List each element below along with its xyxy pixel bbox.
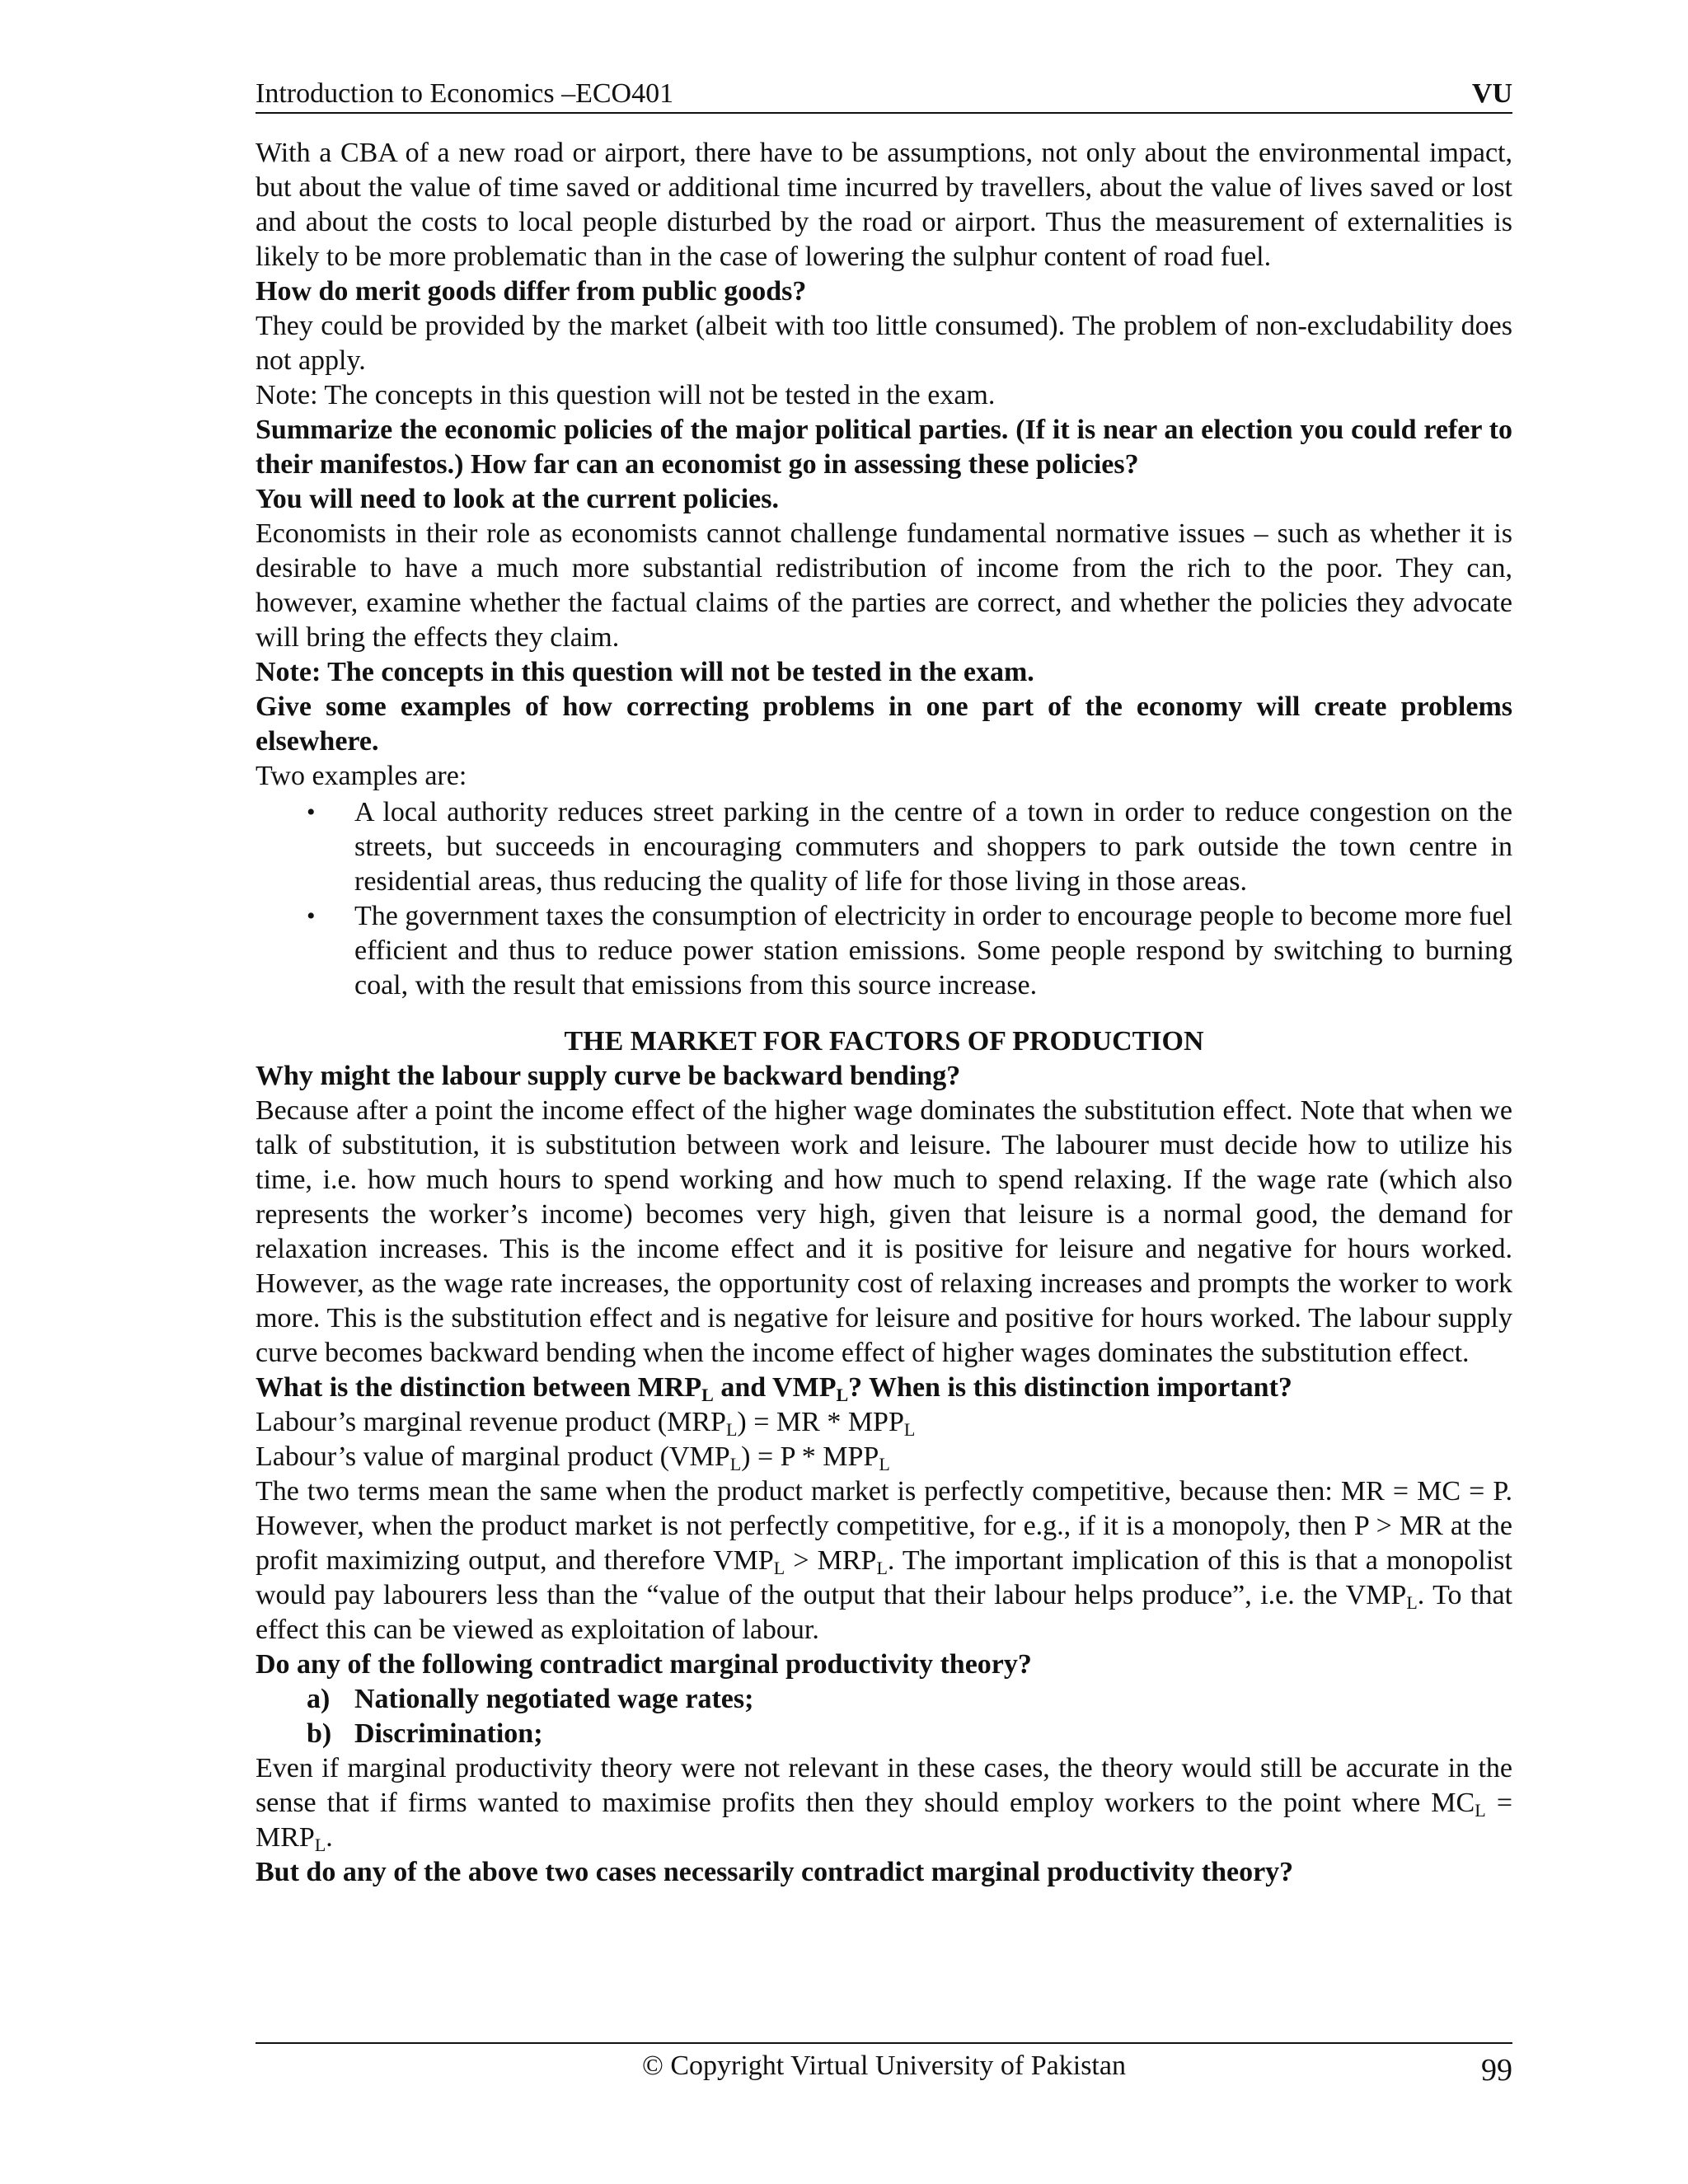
subscript: L (879, 1454, 890, 1474)
section-heading: THE MARKET FOR FACTORS OF PRODUCTION (564, 1026, 1204, 1057)
hint-current-policies: You will need to look at the current policies. (256, 484, 779, 514)
text-run: Labour’s value of marginal product (VMP (256, 1441, 730, 1472)
copyright-notice: © Copyright Virtual University of Pakistan (642, 2050, 1126, 2081)
list-item-text: The government taxes the consumption of electricity in order to encourage people to become more fuel efficient and thus to reduce power station emissions. Some people respond by switching to burning coal, with the result that emissions from this source increase. (354, 901, 1512, 1001)
subscript: L (773, 1558, 785, 1578)
subscript: L (314, 1835, 326, 1855)
list-item-text: Nationally negotiated wage rates; (354, 1684, 754, 1714)
page-header (256, 79, 1512, 114)
subscript: L (1475, 1800, 1486, 1821)
equation-mrp (256, 1405, 1512, 1440)
subscript: L (725, 1419, 738, 1440)
subscript: L (701, 1385, 714, 1405)
page-footer (256, 2042, 1512, 2093)
question-labour-supply: Why might the labour supply curve be backward bending? (256, 1061, 961, 1091)
subscript: L (836, 1385, 849, 1405)
course-title: Introduction to Economics –ECO401 (256, 78, 674, 109)
text-run: . To that effect this can be viewed as exploitation of labour. (256, 1580, 1513, 1645)
subscript: L (876, 1558, 888, 1578)
subscript: L (903, 1419, 916, 1440)
university-logo-text: VU (1471, 78, 1512, 109)
answer-marginal-productivity (256, 1751, 1512, 1855)
list-item (256, 1682, 1512, 1717)
paragraph-cba: With a CBA of a new road or airport, there have to be assumptions, not only about the environmental impact, but about the value of time saved or additional time incurred by travellers, about the value of lives saved or lost and about the costs to local people disturbed by the road or airport. Thus the measurement of externalities is likely to be more problematic than in the case of lowering the sulphur content of road fuel. (256, 138, 1512, 272)
bullet-icon: • (307, 902, 316, 930)
list-item (256, 795, 1512, 899)
answer-labour-supply: Because after a point the income effect of the higher wage dominates the substitution effect. Note that when we talk of substitution, it is substitution between work and leisure. The labourer must decide how to utilize his time, i.e. how much hours to spend working and how much to spend relaxing. If the wage rate (which also represents the worker’s income) becomes very high, given that leisure is a normal good, the demand for relaxation increases. This is the income effect and it is positive for leisure and negative for hours worked. However, as the wage rate increases, the opportunity cost of relaxing increases and prompts the worker to work more. This is the substitution effect and is negative for leisure and positive for hours worked. The labour supply curve becomes backward bending when the income effect of higher wages dominates the substitution effect. (256, 1095, 1512, 1368)
intro-examples: Two examples are: (256, 761, 467, 791)
subscript: L (729, 1454, 742, 1474)
question-mrp-vmp (256, 1371, 1512, 1405)
text-run: ? When is this distinction important? (848, 1372, 1292, 1403)
text-run: The two terms mean the same when the product market is perfectly competitive, because then: MR = MC = P. However, when the product market is not perfectly competitive, for e.g., if it is a monopoly, then P > MR at the profit maximizing output, and therefore VMP (256, 1476, 1512, 1576)
cases-list (256, 1682, 1512, 1751)
answer-mrp-vmp (256, 1474, 1512, 1647)
question-marginal-productivity: Do any of the following contradict marginal productivity theory? (256, 1649, 1032, 1680)
text-run: = MRP (256, 1788, 1513, 1853)
question-correcting-problems: Give some examples of how correcting problems in one part of the economy will create problems elsewhere. (256, 691, 1512, 757)
text-run: What is the distinction between MRP (256, 1372, 702, 1403)
section-spacer (256, 1003, 1512, 1024)
list-item (256, 1717, 1512, 1751)
list-marker: b) (307, 1718, 332, 1749)
bullet-icon: • (307, 799, 316, 826)
text-run: . (326, 1822, 333, 1853)
text-run: ) = P * MPP (741, 1441, 879, 1472)
page-content (256, 136, 1512, 1890)
list-marker: a) (307, 1684, 331, 1714)
text-run: and VMP (713, 1372, 837, 1403)
text-run: ) = MR * MPP (737, 1407, 904, 1437)
subscript: L (1406, 1592, 1418, 1613)
text-run: Even if marginal productivity theory were not relevant in these cases, the theory would still be accurate in the sense that if firms wanted to maximise profits then they should employ workers to the point where MC (256, 1753, 1512, 1818)
page-number: 99 (1481, 2053, 1512, 2088)
question-political-parties: Summarize the economic policies of the major political parties. (If it is near an election you could refer to their manifestos.) How far can an economist go in assessing these policies? (256, 415, 1512, 480)
list-item-text: A local authority reduces street parking in the centre of a town in order to reduce congestion on the streets, but succeeds in encouraging commuters and shoppers to park outside the town centre in residential areas, thus reducing the quality of life for those living in those areas. (354, 797, 1512, 897)
note-not-tested: Note: The concepts in this question will not be tested in the exam. (256, 380, 996, 410)
text-run: > MRP (785, 1545, 877, 1576)
answer-political-parties: Economists in their role as economists cannot challenge fundamental normative issues – such as whether it is desirable to have a much more substantial redistribution of income from the rich to the poor. They can, however, examine whether the factual claims of the parties are correct, and whether the policies they advocate will bring the effects they claim. (256, 518, 1512, 653)
note-not-tested-bold: Note: The concepts in this question will not be tested in the exam. (256, 657, 1034, 687)
equation-vmp (256, 1440, 1512, 1474)
question-merit-goods: How do merit goods differ from public goods? (256, 276, 807, 307)
text-run: Labour’s marginal revenue product (MRP (256, 1407, 726, 1437)
list-item (256, 899, 1512, 1003)
list-item-text: Discrimination; (354, 1718, 543, 1749)
question-contradict: But do any of the above two cases necessarily contradict marginal productivity theory? (256, 1857, 1294, 1887)
text-run: . The important implication of this is that a monopolist would pay labourers less than the “value of the output that their labour helps produce”, i.e. the VMP (256, 1545, 1512, 1610)
examples-list (256, 795, 1512, 1003)
answer-merit-goods: They could be provided by the market (albeit with too little consumed). The problem of non-excludability does not apply. (256, 311, 1512, 376)
